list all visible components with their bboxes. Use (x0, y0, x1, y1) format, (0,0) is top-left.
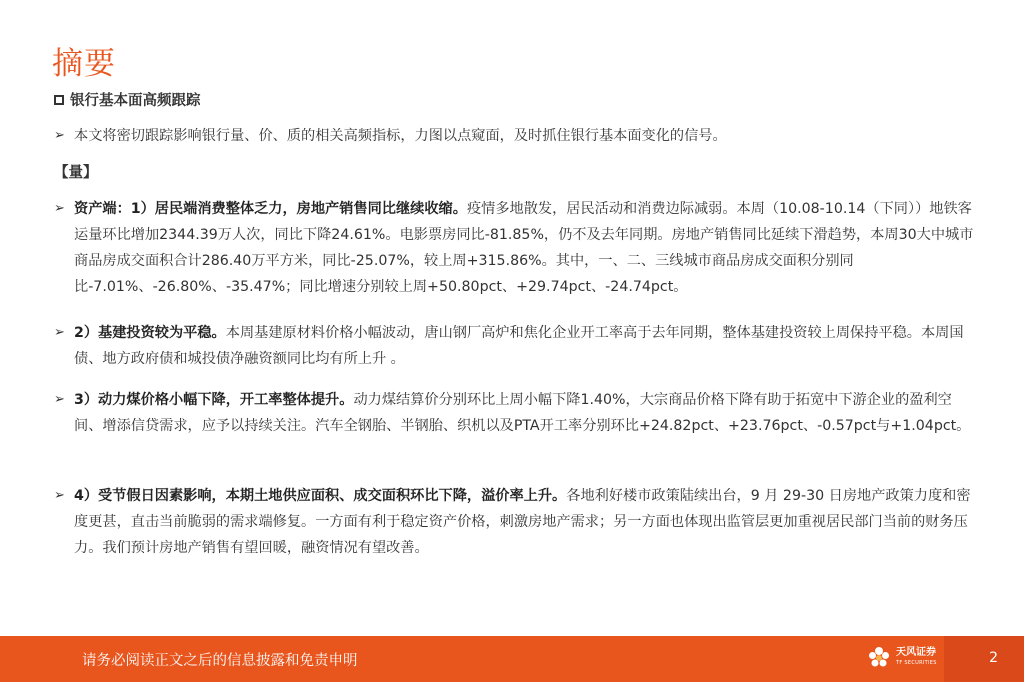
arrow-bullet-icon: ➢ (54, 128, 65, 143)
item-4-text: 各地利好楼市政策陆续出台，9 月 29-30 日房地产政策力度和密度更甚，直击当前脆弱的需求端修复。一方面有利于稳定资产价格，刺激房地产需求；另一方面也体现出监管层更加重视居民部门当前的财务压力。我们预计房地产销售有望回暖，融资情况有望改善。 (74, 488, 971, 556)
item-paragraph-1 (54, 196, 974, 300)
section-heading (54, 89, 201, 110)
flower-logo-icon (866, 645, 892, 671)
item-paragraph-2 (54, 320, 974, 372)
item-3-text: 动力煤结算价分别环比上周小幅下降1.40%，大宗商品价格下降有助于拓宽中下游企业的盈利空间、增添信贷需求，应予以持续关注。汽车全钢胎、半钢胎、织机以及PTA开工率分别环比+24.82pct、+23.76pct、-0.57pct与+1.04pct。 (74, 392, 971, 434)
item-1-bold: 资产端：1）居民端消费整体乏力，房地产销售同比继续收缩。 (74, 201, 467, 217)
footer-accent-block (944, 636, 1024, 682)
arrow-bullet-icon: ➢ (54, 488, 65, 503)
company-logo (866, 645, 937, 671)
disclaimer-text: 请务必阅读正文之后的信息披露和免责申明 (82, 653, 358, 669)
page-number: 2 (989, 650, 998, 666)
intro-paragraph (54, 123, 974, 149)
section-heading-label: 银行基本面高频跟踪 (70, 93, 201, 109)
item-3-bold: 3）动力煤价格小幅下降，开工率整体提升。 (74, 392, 354, 408)
item-2-bold: 2）基建投资较为平稳。 (74, 325, 226, 341)
item-1-text: 疫情多地散发，居民活动和消费边际减弱。本周（10.08-10.14（下同））地铁客运量环比增加2344.39万人次，同比下降24.61%。电影票房同比-81.85%，仍不及去年同期。房地产销售同比延续下滑趋势，本周30大中城市商品房成交面积合计286.40万平方米，同比-25.07%，较上周+315.86%。其中，一、二、三线城市商品房成交面积分别同比-7.01%、-26.80%、-35.47%；同比增速分别较上周+50.80pct、+29.74pct、-24.74pct。 (74, 201, 974, 295)
intro-text: 本文将密切跟踪影响银行量、价、质的相关高频指标，力图以点窥面，及时抓住银行基本面变化的信号。 (74, 128, 727, 144)
square-bullet-icon (54, 95, 64, 105)
logo-name: 天风证券 (896, 647, 936, 658)
item-paragraph-3 (54, 387, 974, 439)
item-4-bold: 4）受节假日因素影响，本期土地供应面积、成交面积环比下降，溢价率上升。 (74, 488, 567, 504)
footer-bar (0, 636, 1024, 682)
arrow-bullet-icon: ➢ (54, 325, 65, 340)
item-2-text: 本周基建原材料价格小幅波动，唐山钢厂高炉和焦化企业开工率高于去年同期，整体基建投资较上周保持平稳。本周国债、地方政府债和城投债净融资额同比均有所上升 。 (74, 325, 964, 367)
logo-subtitle: TF SECURITIES (896, 660, 937, 666)
item-paragraph-4 (54, 483, 974, 561)
page-title: 摘要 (52, 46, 116, 82)
arrow-bullet-icon: ➢ (54, 392, 65, 407)
arrow-bullet-icon: ➢ (54, 201, 65, 216)
bracket-label: 【量】 (54, 165, 98, 181)
